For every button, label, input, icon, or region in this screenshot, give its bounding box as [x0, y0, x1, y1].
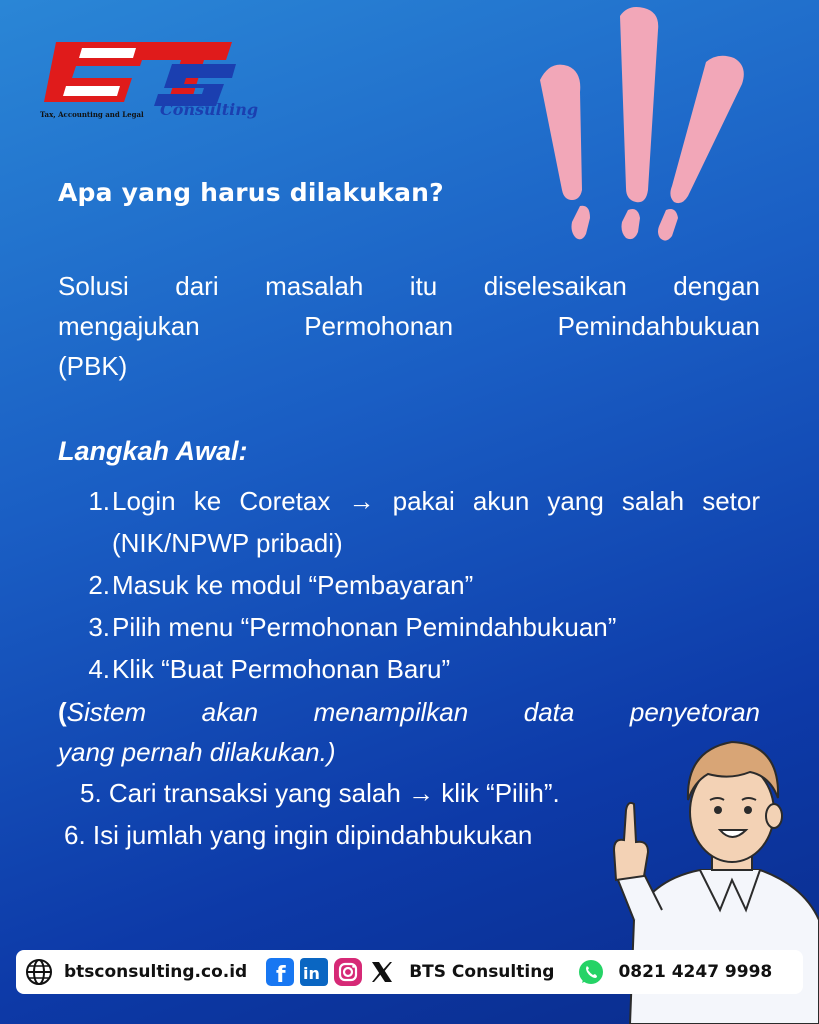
- step-number: 2.: [88, 570, 110, 600]
- step-text: Klik “Buat Permohonan Baru”: [112, 654, 451, 684]
- note-line-2: yang pernah dilakukan.): [58, 737, 336, 767]
- list-item: [58, 648, 760, 690]
- steps-subheading: Langkah Awal:: [58, 436, 248, 466]
- linkedin-icon[interactable]: [299, 957, 329, 987]
- step-number: 4.: [88, 654, 110, 684]
- list-item: [58, 606, 760, 648]
- list-item: [58, 564, 760, 606]
- phone-number: 0821 4247 9998: [618, 962, 773, 982]
- exclamation-decoration-icon: [520, 0, 770, 260]
- step-text: Masuk ke modul “Pembayaran”: [112, 570, 474, 600]
- whatsapp-icon: [576, 957, 606, 987]
- website-text: btsconsulting.co.id: [64, 962, 248, 982]
- solution-line-1: Solusi dari masalah itu diselesaikan dengan: [58, 271, 760, 301]
- footer-bar: [16, 950, 803, 994]
- page-title: Apa yang harus dilakukan?: [58, 178, 444, 207]
- globe-icon: [24, 957, 54, 987]
- step-5: 5. Cari transaksi yang salah → klik “Pilih”.: [80, 778, 560, 808]
- instagram-icon[interactable]: [333, 957, 363, 987]
- logo-tagline: Tax, Accounting and Legal: [40, 110, 144, 119]
- step-number: 3.: [88, 612, 110, 642]
- svg-text:in: in: [303, 964, 321, 983]
- footer-phone[interactable]: [576, 957, 772, 987]
- solution-paragraph: [58, 266, 760, 386]
- logo-consulting-text: Consulting: [160, 100, 259, 119]
- solution-line-2: mengajukan Permohonan Pemindahbukuan: [58, 311, 760, 341]
- step-6: 6. Isi jumlah yang ingin dipindahbukukan: [64, 820, 533, 850]
- x-icon[interactable]: [367, 957, 397, 987]
- social-account-name: BTS Consulting: [409, 962, 555, 982]
- svg-text:f: f: [276, 963, 286, 987]
- note-open-paren: (: [58, 697, 67, 727]
- step-text: Pilih menu “Permohonan Pemindahbukuan”: [112, 612, 617, 642]
- steps-list: [58, 480, 760, 690]
- note-text-1: Sistem akan menampilkan data penyetoran: [66, 697, 760, 727]
- solution-line-3: (PBK): [58, 351, 128, 381]
- step-text: Login ke Coretax → pakai akun yang salah setor (NIK/NPWP pribadi): [112, 486, 760, 558]
- list-item: [58, 480, 760, 564]
- social-icons: [265, 957, 397, 987]
- footer-website[interactable]: [24, 957, 247, 987]
- step-number: 1.: [88, 486, 110, 516]
- facebook-icon[interactable]: [265, 957, 295, 987]
